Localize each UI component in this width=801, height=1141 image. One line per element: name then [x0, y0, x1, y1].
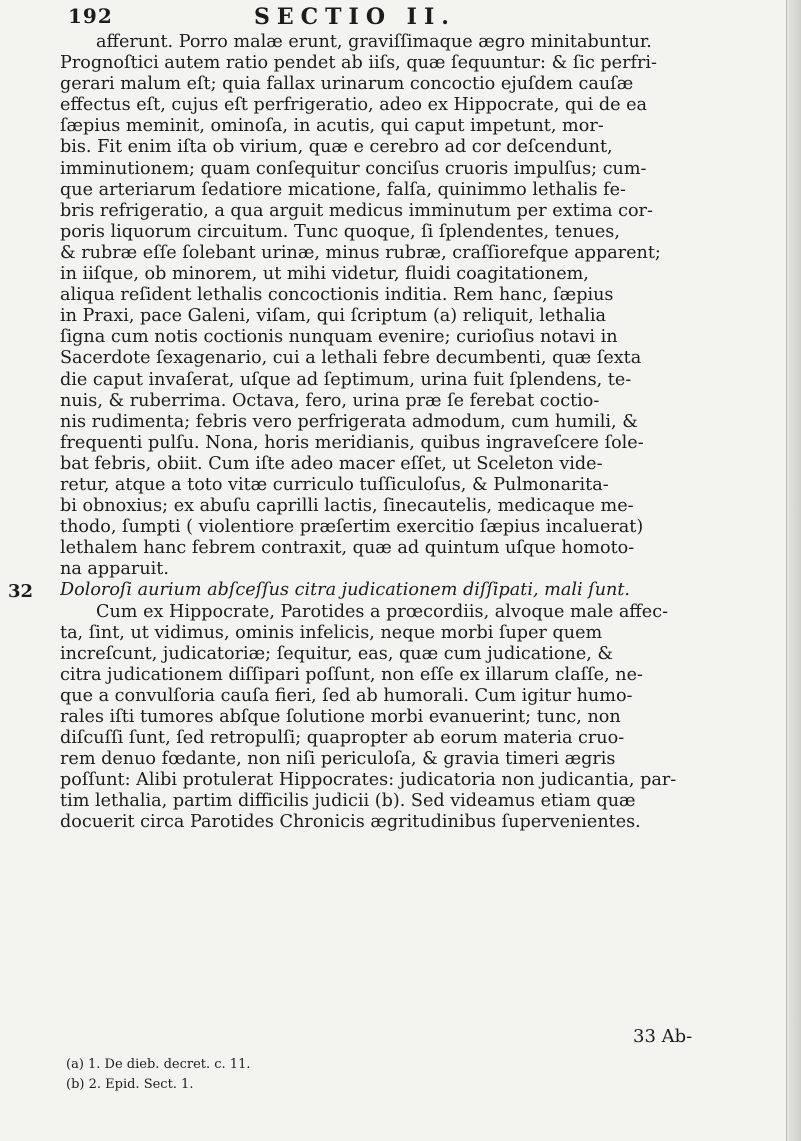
- text-line: gerari malum eſt; quia fallax urinarum concoctio ejuſdem cauſæ: [60, 74, 634, 95]
- text-line: ſæpius meminit, ominoſa, in acutis, qui caput impetunt, mor-: [60, 116, 604, 137]
- text-line: effectus eſt, cujus eſt perfrigeratio, adeo ex Hippocrate, qui de ea: [60, 95, 648, 116]
- text-line: imminutionem; quam conſequitur conciſus cruoris impulſus; cum-: [60, 158, 647, 179]
- text-line: poris liquorum circuitum. Tunc quoque, ſi ſplendentes, tenues,: [60, 221, 620, 242]
- page-number: 192: [68, 4, 113, 28]
- text-line: afferunt. Porro malæ erunt, graviſſimaque ægro minitabuntur.: [96, 32, 652, 52]
- text-line: na apparuit.: [60, 559, 169, 580]
- section-title: SECTIO II.: [254, 4, 456, 30]
- text-line: Cum ex Hippocrate, Parotides a prœcordiis, alvoque male affec-: [96, 601, 669, 622]
- text-line: in iiſque, ob minorem, ut mihi videtur, fluidi coagitationem,: [60, 264, 589, 285]
- text-line: bis. Fit enim iſta ob virium, quæ e cerebro ad cor deſcendunt,: [60, 137, 613, 158]
- text-line: frequenti pulſu. Nona, horis meridianis, quibus ingraveſcere ſole-: [60, 432, 644, 453]
- text-line: bi obnoxius; ex abuſu caprilli lactis, ſinecautelis, medicaque me-: [60, 496, 634, 517]
- text-line: retur, atque a toto vitæ curriculo tuſſiculoſus, & Pulmonarita-: [60, 474, 609, 495]
- text-line: lethalem hanc febrem contraxit, quæ ad quintum uſque homoto-: [60, 538, 635, 559]
- text-line: bat febris, obiit. Cum iſte adeo macer eſſet, ut Sceleton vide-: [60, 453, 603, 474]
- text-line: in Praxi, pace Galeni, viſam, qui ſcriptum (a) reliquit, lethalia: [60, 306, 606, 327]
- text-line: increſcunt, judicatoriæ; ſequitur, eas, quæ cum judicatione, &: [60, 643, 614, 664]
- text-line: ſigna cum notis coctionis nunquam evenire; curioſius notavi in: [60, 327, 618, 348]
- text-line: aliqua reſident lethalis concoctionis inditia. Rem hanc, ſæpius: [60, 285, 614, 306]
- text-line: tim lethalia, partim difficilis judicii (b). Sed videamus etiam quæ: [60, 791, 636, 812]
- text-line: Prognoſtici autem ratio pendet ab iiſs, quæ ſequuntur: & ſic perfri-: [60, 53, 657, 74]
- footnotes: [66, 1055, 466, 1095]
- text-line: bris refrigeratio, a qua arguit medicus imminutum per extima cor-: [60, 200, 653, 221]
- text-line: Sacerdote ſexagenario, cui a lethali febre decumbenti, quæ ſexta: [60, 348, 642, 369]
- body-text: [60, 32, 720, 834]
- text-line: nuis, & ruberrima. Octava, fero, urina præ ſe ferebat coctio-: [60, 390, 600, 411]
- text-line: docuerit circa Parotides Chronicis ægritudinibus ſupervenientes.: [60, 812, 641, 833]
- running-header: [68, 4, 708, 34]
- text-line: poſſunt: Alibi protulerat Hippocrates: judicatoria non judicantia, par-: [60, 770, 677, 791]
- text-line: rales iſti tumores abſque ſolutione morbi evanuerint; tunc, non: [60, 707, 621, 727]
- footnote-a: (a) 1. De dieb. decret. c. 11.: [66, 1057, 251, 1072]
- text-line: rem denuo fœdante, non niſi periculoſa, & gravia timeri ægris: [60, 749, 616, 770]
- text-line: diſcuſſi ſunt, ſed retropulſi; quapropter ab eorum materia cruo-: [60, 728, 625, 749]
- catchword: 33 Ab-: [633, 1026, 693, 1047]
- text-line: thodo, ſumpti ( violentiore præſertim exercitio ſæpius incaluerat): [60, 517, 644, 538]
- text-line: que arteriarum ſedatiore micatione, falſa, quinimmo lethalis fe-: [60, 179, 626, 200]
- page-edge: [786, 0, 801, 1141]
- footnote-b: (b) 2. Epid. Sect. 1.: [66, 1077, 194, 1092]
- text-line: & rubræ eſſe ſolebant urinæ, minus rubræ, craſſiorefque apparent;: [60, 242, 661, 263]
- text-line: nis rudimenta; febris vero perfrigerata admodum, cum humili, &: [60, 411, 638, 432]
- aphorism-number: 32: [8, 581, 34, 602]
- text-line: que a convulſoria cauſa fieri, ſed ab humorali. Cum igitur humo-: [60, 685, 633, 706]
- text-line: citra judicationem diſſipari poſſunt, non eſſe ex illarum claſſe, ne-: [60, 664, 643, 685]
- aphorism-heading: Doloroſi aurium abſceſſus citra judicationem diſſipati, mali ſunt.: [60, 580, 631, 601]
- text-line: die caput invaſerat, uſque ad ſeptimum, urina fuit ſplendens, te-: [60, 369, 632, 390]
- text-line: ta, ſint, ut vidimus, ominis infelicis, neque morbi ſuper quem: [60, 622, 603, 643]
